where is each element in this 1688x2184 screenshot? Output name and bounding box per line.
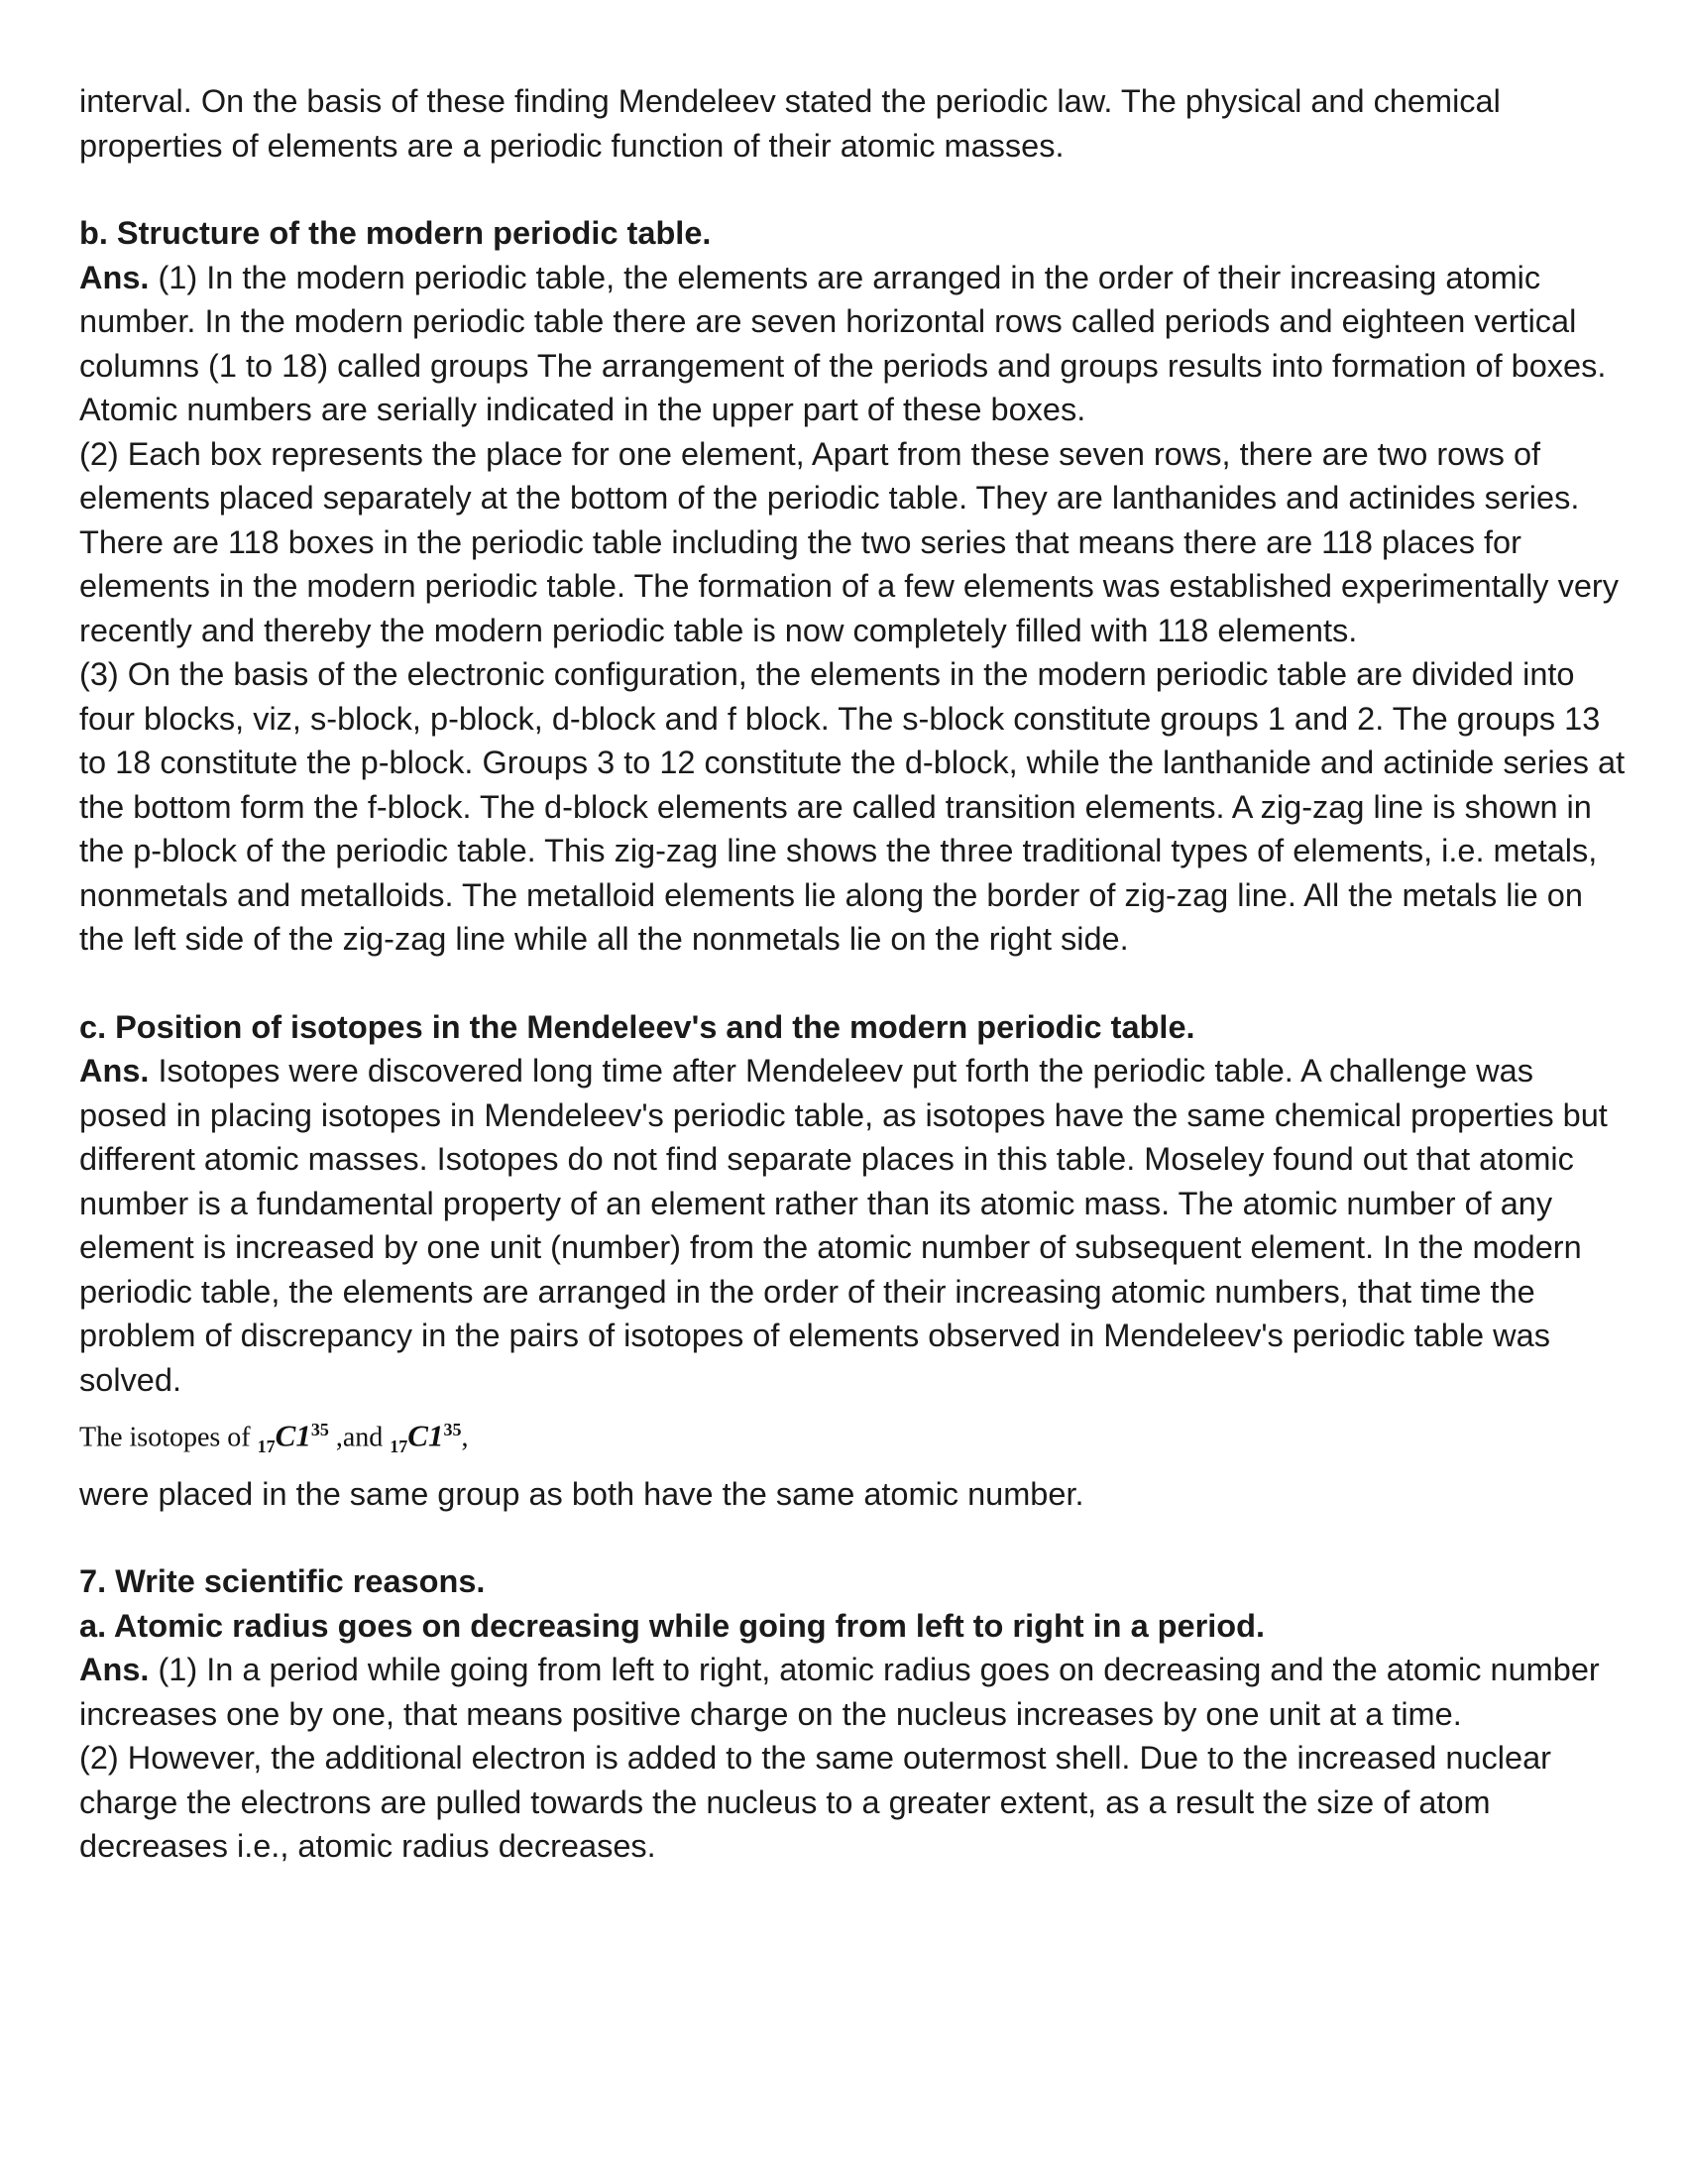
section-b-paragraph-3: (3) On the basis of the electronic configuration, the elements in the modern periodic table are divided into four blocks, viz, s-block, p-block, d-block and f block. The s-block constitute groups 1 and 2. The groups 13 to 18 constitute the p-block. Groups 3 to 12 constitute the d-block, while the lanthanide and actinide series at the bottom form the f-block. The d-block elements are called transition elements. A zig-zag line is shown in the p-block of the periodic table. This zig-zag line shows the three traditional types of elements, i.e. metals, nonmetals and metalloids. The metalloid elements lie along the border of zig-zag line. All the metals lie on the left side of the zig-zag line while all the nonmetals lie on the right side. — [79, 656, 1626, 957]
element-symbol-1: C1 — [275, 1418, 311, 1453]
answer-label: Ans. — [79, 1652, 150, 1688]
intro-paragraph: interval. On the basis of these finding Mendeleev stated the periodic law. The physical and chemical properties of elements are a periodic function of their atomic masses. — [79, 83, 1501, 164]
section-b-paragraph-1 — [79, 256, 1626, 432]
isotope-formula — [79, 1410, 1626, 1466]
spacer — [79, 1516, 1626, 1559]
document-page — [79, 79, 1626, 1869]
spacer — [79, 962, 1626, 1005]
section-c-heading: c. Position of isotopes in the Mendeleev's and the modern periodic table. — [79, 1008, 1195, 1045]
section-7a-paragraph-2: (2) However, the additional electron is added to the same outermost shell. Due to the increased nuclear charge the electrons are pulled towards the nucleus to a greater extent, as a result the size of atom decreases i.e., atomic radius decreases. — [79, 1740, 1552, 1865]
section-b-heading: b. Structure of the modern periodic table. — [79, 215, 712, 251]
mass-number-1: 35 — [310, 1420, 329, 1439]
element-symbol-2: C1 — [407, 1418, 444, 1453]
formula-joiner: ,and — [328, 1422, 391, 1453]
mass-number-2: 35 — [443, 1420, 462, 1439]
section-b-paragraph-2: (2) Each box represents the place for one element, Apart from these seven rows, there are two rows of elements placed separately at the bottom of the periodic table. They are lanthanides and actinides series. There are 118 boxes in the periodic table including the two series that means there are 118 places for elements in the modern periodic table. The formation of a few elements was established experimentally very recently and thereby the modern periodic table is now completely filled with 118 elements. — [79, 435, 1619, 648]
atomic-number-1: 17 — [257, 1436, 276, 1456]
formula-prefix: The isotopes of — [79, 1422, 258, 1453]
section-c-paragraph-2: were placed in the same group as both have the same atomic number. — [79, 1475, 1084, 1512]
section-c-paragraph-1 — [79, 1049, 1626, 1402]
section-7-heading: 7. Write scientific reasons. — [79, 1563, 486, 1600]
atomic-number-2: 17 — [390, 1436, 408, 1456]
section-7a-paragraph-1-text: (1) In a period while going from left to right, atomic radius goes on decreasing and the atomic number increases one by one, that means positive charge on the nucleus increases by one unit at a time. — [79, 1652, 1600, 1732]
answer-label: Ans. — [79, 1053, 150, 1089]
section-7a-heading: a. Atomic radius goes on decreasing while going from left to right in a period. — [79, 1607, 1266, 1644]
section-7a-paragraph-1 — [79, 1648, 1626, 1736]
answer-label: Ans. — [79, 259, 150, 295]
section-b-paragraph-1-text: (1) In the modern periodic table, the elements are arranged in the order of their increasing atomic number. In the modern periodic table there are seven horizontal rows called periods and eighteen vertical columns (1 to 18) called groups The arrangement of the periods and groups results into formation of boxes. Atomic numbers are serially indicated in the upper part of these boxes. — [79, 259, 1607, 427]
formula-suffix: , — [461, 1422, 469, 1453]
section-c-paragraph-1-text: Isotopes were discovered long time after Mendeleev put forth the periodic table. A challenge was posed in placing isotopes in Mendeleev's periodic table, as isotopes have the same chemical properties but different atomic masses. Isotopes do not find separate places in this table. Moseley found out that atomic number is a fundamental property of an element rather than its atomic mass. The atomic number of any element is increased by one unit (number) from the atomic number of subsequent element. In the modern periodic table, the elements are arranged in the order of their increasing atomic numbers, that time the problem of discrepancy in the pairs of isotopes of elements observed in Mendeleev's periodic table was solved. — [79, 1053, 1608, 1398]
spacer — [79, 168, 1626, 211]
